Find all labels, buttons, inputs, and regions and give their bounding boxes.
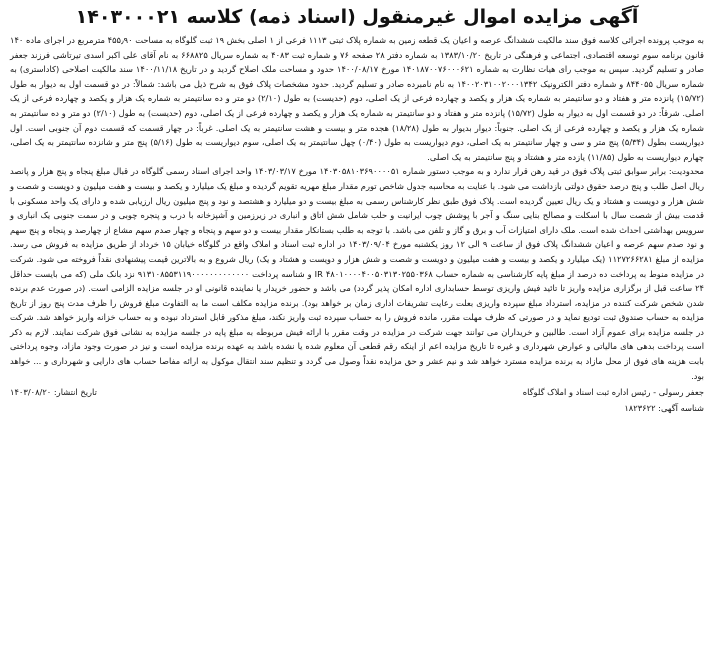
notice-footer-id	[10, 401, 704, 415]
notice-paragraph-terms: محدودیت: برابر سوابق ثبتی پلاک فوق در قید رهن قرار ندارد و به موجب دستور شماره ۱۴۰۳۰۵۸۱۰۳۶۹۰۰۰۰۵۱ مورخ ۱۴۰۳/۰۳/۱۷ واحد اجرای اسناد رسمی گلوگاه در قبال مبلغ پنجاه و پنج هزار و پانصد ریال اصل طلب و پنج درصد حقوق دولتی بازداشت می شود. با عنایت به محاسبه جدول شاخص تورم مقدار مبلغ مهریه تقویم گردیده و مبلغ یک میلیارد و یکصد و بیست و هفت میلیون و دویست و شصت و شش هزار و دویست و هشتاد و یک ریال تعیین گردیده است. پلاک فوق طبق نظر کارشناس رسمی به مبلغ بیست و دو میلیارد و هشتصد و نود و پنج میلیون ریال ارزیابی شده و دارای یک واحد مسکونی با قدمت بیش از شصت سال با اسکلت و مصالح بنایی سنگ و آجر با پوشش چوب ایرانیت و حلب شامل شش اتاق و انباری در زیرزمین و آشپزخانه با درب و پنجره چوبی و در سمت جنوبی یک انباری و سرویس بهداشتی احداث شده است. ملک دارای امتیازات آب و برق و گاز و تلفن می باشد. با توجه به طلب بستانکار مقدار بیست و دو سهم و پنجاه و چهار صدم سهم مشاع از چهارصد و پنجاه و پنج سهم و نود صدم سهم عرصه و اعیان ششدانگ پلاک فوق از ساعت ۹ الی ۱۲ روز یکشنبه مورخ ۱۴۰۳/۰۹/۰۴ در اداره ثبت اسناد و املاک واقع در گلوگاه خیابان ۱۵ خرداد از طریق مزایده به فروش می رسد. مزایده از مبلغ ۱۱۲۷۲۶۶۲۸۱ (یک میلیارد و یکصد و بیست و هفت میلیون و دویست و شصت و شش هزار و دویست و هشتاد و یک) ریال شروع و به بالاترین قیمت پیشنهادی نقداً فروخته می شود. شرکت در مزایده منوط به پرداخت ده درصد از مبلغ پایه کارشناسی به شماره حساب ۴۸۰۱۰۰۰۰۴۰۰۵۰۳۱۳۰۲۵۵۰۳۶۸ IR و شناسه پرداخت ۹۱۳۱۰۸۵۵۳۱۱۹۰۰۰۰۰۰۰۰۰۰۰۰۰ نزد بانک ملی (که می بایست حداقل ۲۴ ساعت قبل از برگزاری مزایده واریز تا تائید فیش واریزی توسط حسابداری اداره امکان پذیر گردد) می باشد و حضور خریدار یا نماینده قانونی او در جلسه مزایده الزامی است. (در صورت عدم برنده شدن شخص شرکت کننده در مزایده، استرداد مبلغ سپرده واریزی بعلت رعایت تشریفات اداری زمان بر خواهد بود). برنده مزایده مکلف است ما به التفاوت مبلغ فروش را ظرف مدت پنج روز از تاریخ مزایده به حساب صندوق ثبت تودیع نماید و در صورتی که ظرف مهلت مقرر، مانده فروش را به حساب سپرده ثبت واریز نکند، مبلغ مذکور قابل استرداد نبوده و به حساب خزانه واریز خواهد شد. شرکت در جلسه مزایده برای عموم آزاد است. طالبین و خریداران می توانند جهت شرکت در مزایده در وقت مقرر با ارائه فیش مربوطه به مبلغ پایه در جلسه مزایده به نشانی فوق شرکت نمایند. لازم به ذکر است پرداخت بدهی های مالیاتی و عوارض شهرداری و غیره تا تاریخ مزایده اعم از اینکه رقم قطعی آن معلوم شده یا نشده باشد به عهده برنده مزایده است و نیز در صورت وجود مازاد، وجوه پرداختی بابت هزینه های فوق از محل مازاد به برنده مزایده مسترد خواهد شد و نیم عشر و حق مزایده نقداً وصول می گردد و تنظیم سند انتقال موکول به ارائه مفاصا حساب های دارایی و شهرداری و ... خواهد بود.	[10, 166, 704, 381]
notice-paragraph-property: به موجب پرونده اجرائی کلاسه فوق سند مالکیت ششدانگ عرصه و اعیان یک قطعه زمین به شماره پلاک ثبتی ۱۱۱۳ فرعی از ۱ اصلی بخش ۱۹ ثبت گلوگاه به مساحت ۴۵۵٫۹۰ مترمربع در اجرای ماده ۱۴۰ قانون برنامه سوم توسعه اقتصادی، اجتماعی و فرهنگی در تاریخ ۱۳۸۳/۱۰/۲۰ به شماره دفتر ۲۸ صفحه ۷۶ و شماره ثبت ۴۰۸۳ به شماره سریال ۶۶۸۸۲۵ به نام آقای علی اکبر اسدی تیرتاشی فرزند جعفر صادر و تسلیم گردید. سپس به موجب رای هیات نظارت به شماره ۱۴۰۱۸۷۰۰۷۶۰۰۰۶۲۱ مورخ ۱۴۰۰/۰۸/۱۷ حدود و مساحت ملک اصلاح گردید و در تاریخ ۱۴۰۰/۱۱/۱۸ سند مالکیت اصلاحی (کاداستری) به شماره سریال ۸۴۴۰۵۵ و شماره دفتر الکترونیک ۱۴۰۰۲۰۳۱۰۰۲۰۰۰۱۳۴۲ به نام نامبرده صادر و تسلیم گردید. حدود مشخصات پلاک فوق به شرح ذیل می باشد: شمالاً: در دو قسمت اول به دیوار به طول (۱۵/۷۲) پانزده متر و هفتاد و دو سانتیمتر به شماره یک هزار و یکصد و چهارده فرعی از یک اصلی، دوم (حدیست) به طول (۲/۱۰) دو متر و ده سانتیمتر به شماره یک هزار و یکصد و چهارده فرعی از یک اصلی. شرقاً: در دو قسمت اول به دیوار به طول (۱۵/۷۲) پانزده متر و هفتاد و دو سانتیمتر به شماره یک هزار و یکصد و چهارده فرعی از یک اصلی، دوم (حدیست) به طول (۲/۱۰) دو متر و ده سانتیمتر به شماره یک هزار و یکصد و چهارده فرعی از یک اصلی. جنوباً: دیوار بدیوار به طول (۱۸/۲۸) هجده متر و بیست و هشت سانتیمتر به یک اصلی. غرباً: در چهار قسمت که قسمت دوم آن جنوبی است. اول دیواریست بطول (۵/۳۴) پنج متر و سی و چهار سانتیمتر به یک اصلی، دوم دیواریست به طول (۰/۴۰) چهل سانتیمتر به یک اصلی، سوم دیواریست به طول (۵/۱۶) پنج متر و شانزده سانتیمتر به یک اصلی، چهارم دیواریست به طول (۱۱/۸۵) یازده متر و هشتاد و پنج سانتیمتر به یک اصلی.	[10, 35, 705, 162]
notice-title: آگهی مزایده اموال غیرمنقول (اسناد ذمه) کلاسه ۱۴۰۳۰۰۰۲۱	[75, 6, 639, 28]
notice-footer	[10, 385, 704, 399]
signatory: جعفر رسولی - رئیس اداره ثبت اسناد و املاک گلوگاه	[522, 387, 704, 398]
notice-id: شناسه آگهی: ۱۸۲۳۶۲۲	[624, 403, 704, 414]
publish-date: تاریخ انتشار: ۱۴۰۳/۰۸/۲۰	[10, 387, 97, 398]
